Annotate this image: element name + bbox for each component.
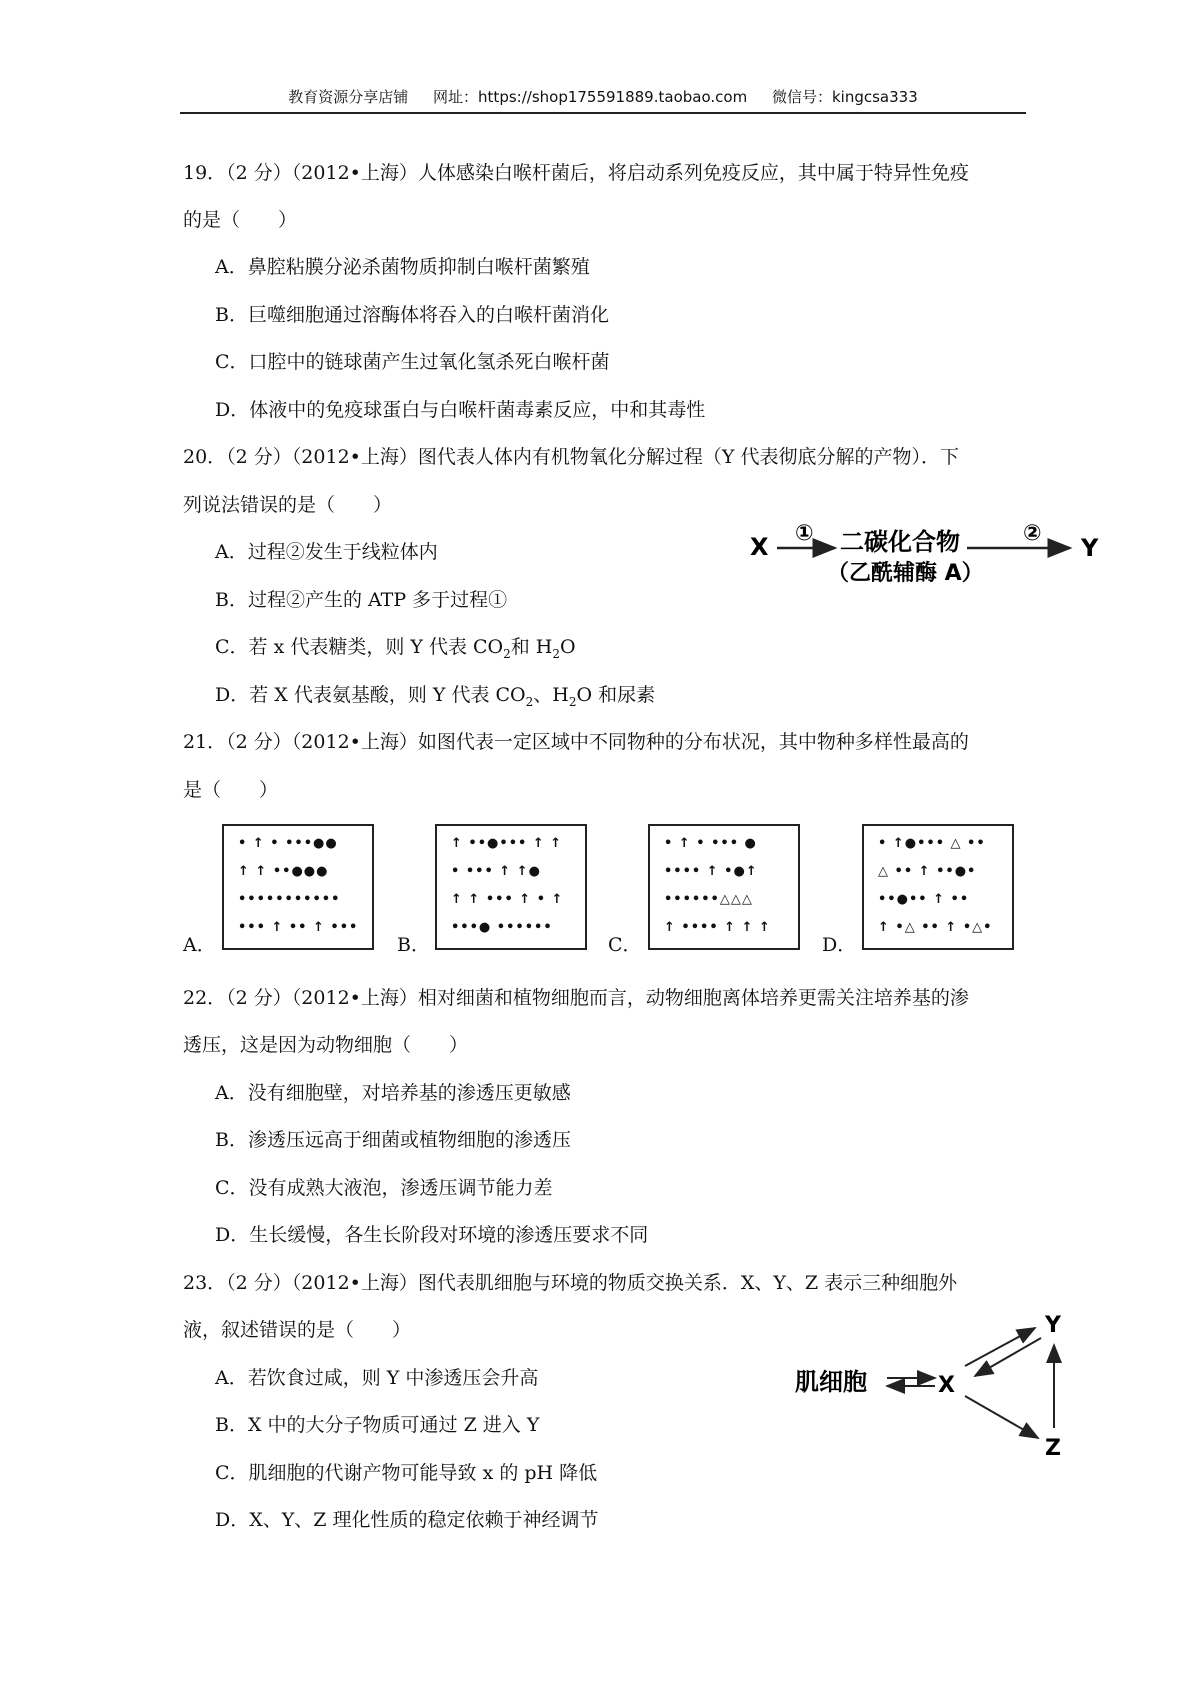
q22-option-d: D．生长缓慢，各生长阶段对环境的渗透压要求不同	[215, 1224, 649, 1246]
q22-option-c: C．没有成熟大液泡，渗透压调节能力差	[215, 1177, 553, 1199]
q19-option-b: B．巨噬细胞通过溶酶体将吞入的白喉杆菌消化	[215, 304, 609, 326]
q19-option-d: D．体液中的免疫球蛋白与白喉杆菌毒素反应，中和其毒性	[215, 399, 706, 421]
diagram-step1: ①	[795, 521, 814, 546]
q19-option-c: C．口腔中的链球菌产生过氧化氢杀死白喉杆菌	[215, 351, 610, 373]
diagram-middle: 二碳化合物	[840, 528, 960, 556]
q20-line2: 列说法错误的是（ ）	[183, 494, 393, 516]
q21-label-b: B．	[397, 934, 430, 956]
q22-line1: 22．（2 分）（2012•上海）相对细菌和植物细胞而言，动物细胞离体培养更需关注培养基的渗	[183, 987, 969, 1009]
header-url: 网址：https://shop175591889.taobao.com	[433, 88, 748, 106]
q22-line2: 透压，这是因为动物细胞（ ）	[183, 1034, 469, 1056]
q21-line2: 是（ ）	[183, 779, 279, 801]
q23-exchange-diagram	[795, 1310, 1095, 1460]
page-header	[180, 86, 1026, 114]
q21-line1: 21．（2 分）（2012•上海）如图代表一定区域中不同物种的分布状况，其中物种多样性最高的	[183, 731, 969, 753]
diagram-node-y: Y	[1045, 1313, 1061, 1338]
q20-option-a: A．过程②发生于线粒体内	[215, 541, 438, 563]
q22-option-b: B．渗透压远高于细菌或植物细胞的渗透压	[215, 1129, 571, 1151]
q19-option-a: A．鼻腔粘膜分泌杀菌物质抑制白喉杆菌繁殖	[215, 256, 590, 278]
q20-option-b: B．过程②产生的 ATP 多于过程①	[215, 589, 508, 611]
q21-label-d: D．	[822, 934, 857, 956]
diagram-node-z: Z	[1045, 1436, 1061, 1460]
header-shop: 教育资源分享店铺	[288, 88, 409, 106]
q21-grid-b: ↑ ••●••• ↑ ↑ • ••• ↑ ↑● ↑ ↑ ••• ↑ • ↑ •••● ••••••	[435, 824, 587, 950]
diagram-y: Y	[1081, 534, 1099, 562]
diagram-muscle-cell: 肌细胞	[795, 1368, 867, 1396]
q20-line1: 20．（2 分）（2012•上海）图代表人体内有机物氧化分解过程（Y 代表彻底分解的产物）．下	[183, 446, 959, 468]
q22-option-a: A．没有细胞壁，对培养基的渗透压更敏感	[215, 1082, 571, 1104]
diagram-middle-sub: （乙酰辅酶 A）	[827, 561, 984, 586]
header-wechat: 微信号：kingcsa333	[771, 88, 918, 106]
q19-line2: 的是（ ）	[183, 209, 298, 231]
q23-line1: 23．（2 分）（2012•上海）图代表肌细胞与环境的物质交换关系．X、Y、Z 表示三种细胞外	[183, 1272, 958, 1294]
diagram-step2: ②	[1023, 521, 1042, 546]
q21-label-a: A．	[183, 934, 216, 956]
q20-option-c: C．若 x 代表糖类，则 Y 代表 $CO_2$和 $H_2O$	[215, 636, 576, 661]
q23-line2: 液，叙述错误的是（ ）	[183, 1319, 412, 1341]
q20-option-d: D．若 X 代表氨基酸，则 Y 代表 $CO_2$、$H_2O$ 和尿素	[215, 684, 656, 709]
q21-grid-c: • ↑ • ••• ● •••• ↑ •●↑ ••••••△△△ ↑ •••• ↑ ↑ ↑	[648, 824, 800, 950]
q19-line1: 19．（2 分）（2012•上海）人体感染白喉杆菌后，将启动系列免疫反应，其中属于特异性免疫	[183, 162, 969, 184]
diagram-node-x: X	[938, 1373, 955, 1398]
q20-pathway-diagram	[745, 510, 1115, 590]
diagram-x: X	[750, 533, 769, 561]
q21-label-c: C．	[608, 934, 642, 956]
q21-grid-a: • ↑ • •••●● ↑ ↑ ••●●● ••••••••••• ••• ↑ •• ↑ •••	[222, 824, 374, 950]
q21-grid-d: • ↑●••• △ •• △ •• ↑ ••●• ••●•• ↑ •• ↑ •△ •• ↑ •△•	[862, 824, 1014, 950]
q23-option-d: D．X、Y、Z 理化性质的稳定依赖于神经调节	[215, 1509, 599, 1531]
q23-option-c: C．肌细胞的代谢产物可能导致 x 的 pH 降低	[215, 1462, 598, 1484]
q23-option-a: A．若饮食过咸，则 Y 中渗透压会升高	[215, 1367, 539, 1389]
q23-option-b: B．X 中的大分子物质可通过 Z 进入 Y	[215, 1414, 540, 1436]
